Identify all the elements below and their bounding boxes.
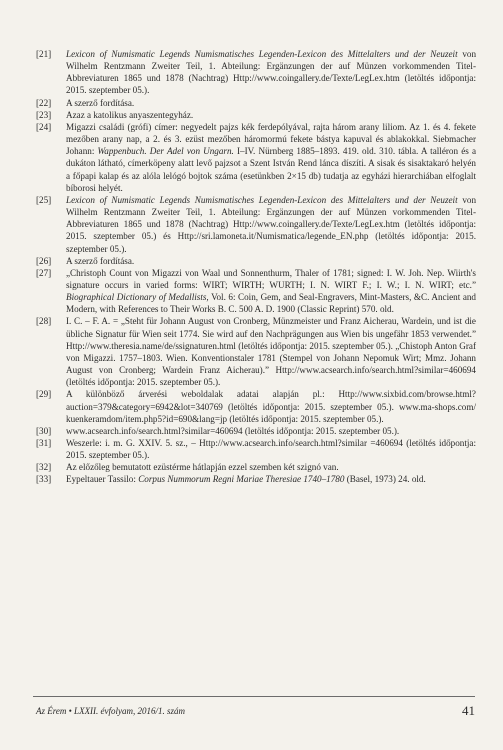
footnote-text xyxy=(66,461,476,473)
footnote-item xyxy=(36,388,476,424)
footnote-item xyxy=(36,437,476,461)
footnote-number: [31] xyxy=(36,438,52,448)
footnote-number: [23] xyxy=(36,109,52,120)
footnote-number: [28] xyxy=(36,316,52,327)
footnote-item xyxy=(36,97,476,109)
footnote-item xyxy=(36,267,476,316)
footnote-list xyxy=(36,48,476,486)
footnote-text-segment: Weszerle: i. m. G. XXIV. 5. sz., – Http://www.acsearch.info/search.html?similar =460694 (letöltés időpontja: 2015. szeptember 05.). xyxy=(66,438,476,461)
footnote-text-segment: (Basel, 1973) 24. old. xyxy=(344,474,426,485)
footnote-number: [25] xyxy=(36,194,52,205)
footnote-number: [22] xyxy=(36,97,52,108)
footnote-number: [33] xyxy=(36,474,52,485)
footnote-text xyxy=(66,48,476,97)
footnote-title: Lexicon of Numismatic Legends Numismatisches Legenden-Lexicon des Mittelalters und der Neuzeit xyxy=(66,194,458,205)
footnote-number: [30] xyxy=(36,425,52,436)
footnote-item xyxy=(36,109,476,121)
page-footer xyxy=(33,696,475,718)
footnote-text-segment: www.acsearch.info/search.html?similar=460694 (letöltés időpontja: 2015. szeptember 05.). xyxy=(66,425,400,436)
footnote-text xyxy=(66,97,476,109)
footnote-number: [27] xyxy=(36,267,52,278)
footnote-text xyxy=(66,194,476,255)
footnote-item xyxy=(36,121,476,194)
footnote-title: Corpus Nummorum Regni Mariae Theresiae 1740–1780 xyxy=(138,474,345,485)
footnote-text-segment: von Wilhelm Rentzmann Zweiter Teil, 1. Abteilung: Ergänzungen der auf Münzen vorkommenden Titel-Abbreviaturen 1865 und 1878 (Nachtrag) Http://www.coingallery.de/Texte/LegLex.htm (letöltés időpontja: 2015. szeptember 05.). xyxy=(66,49,477,96)
footnote-number: [32] xyxy=(36,462,52,473)
footnote-text-segment: I–IV. Nürnberg 1885–1893. 419. old. 310. tábla. A talléron és a dukáton látható, címerköpeny alatt levő pajzsot a Szent István Rend lánca díszíti. A sisak és sisaktakaró helyén a főpapi kalap és az alóla lelógó bojtok száma (esetünkben 2×15 db) tudatja az egyházi hierarchiában elfoglalt bíborosi helyét. xyxy=(66,146,476,193)
footnote-item xyxy=(36,255,476,267)
footnote-title: Biographical Dictionary of Medallists, xyxy=(66,292,209,303)
footnote-text xyxy=(66,121,476,194)
page-number: 41 xyxy=(462,703,475,718)
journal-info: Az Érem • LXXII. évfolyam, 2016/1. szám xyxy=(36,706,186,716)
footnote-text-segment: Eypeltauer Tassilo: xyxy=(66,474,139,485)
footnote-text xyxy=(66,267,476,316)
footnote-text xyxy=(66,388,476,424)
footnote-number: [26] xyxy=(36,255,52,266)
footnote-item xyxy=(36,473,476,485)
footnote-text xyxy=(66,473,476,485)
footnote-text-segment: von Wilhelm Rentzmann Zweiter Teil, 1. Abteilung: Ergänzungen der auf Münzen vorkommenden Titel-Abbreviaturen 1865 und 1878 (Nachtrag) Http://www.coingallery.de/Texte/LegLex.htm (letöltés időpontja: 2015. szeptember 05.) és Http://sri.lamoneta.it/Numismatica/legende_EN.php (letöltés időpontja: 2015. szeptember 05.). xyxy=(66,194,477,254)
footnote-title: Wappenbuch. Der Adel von Ungarn. xyxy=(97,146,234,157)
footnote-number: [29] xyxy=(36,389,52,400)
footnote-number: [24] xyxy=(36,121,52,132)
footnote-item xyxy=(36,461,476,473)
footnote-title: Lexicon of Numismatic Legends Numismatisches Legenden-Lexicon des Mittelalters und der Neuzeit xyxy=(66,49,458,59)
footnote-number: [21] xyxy=(36,49,52,59)
footnote-text xyxy=(66,437,476,461)
footnote-text-segment: I. C. – F. A. = „Steht für Johann August von Cronberg, Münzmeister und Franz Aicherau, Wardein, und ist die übliche Signatur für Wien seit 1774. Sie wird auf den Nachprägungen aus Wien bis ungefähr 1853 verwendet.” Http://www.theresia.name/de/ssignaturen.html (letöltés időpontja: 2015. szeptember 05.). „Chistoph Anton Graf von Migazzi. 1757–1803. Wien. Konventionstaler 1781 (Stempel von Johann Nepomuk Wirt; Mmz. Johann August von Cronberg; Wardein Franz Aicherau).” Http://www.acsearch.info/search.html?similar=460694 (letöltés időpontja: 2015. szeptember 05.). xyxy=(66,316,476,388)
footnote-text xyxy=(66,425,476,437)
footnote-item xyxy=(36,425,476,437)
footnote-text xyxy=(66,255,476,267)
footnote-text-segment: A szerző fordítása. xyxy=(66,255,135,266)
footnote-text-segment: Migazzi családi (grófi) címer: negyedelt pajzs kék ferdepólyával, rajta három arany liliom. Az 1. és 4. fekete mezőben arany nap, a 2. és 3. ezüst mezőben háromormú fekete bástya kapuval és ablakokkal. Siebmacher Johann: xyxy=(66,121,476,157)
footnote-text xyxy=(66,315,476,388)
footnote-text xyxy=(66,109,476,121)
footnote-text-segment: Az előzőleg bemutatott ezüstérme hátlapján ezzel szemben két szignó van. xyxy=(66,462,339,473)
footnote-text-segment: „Christoph Count von Migazzi von Waal und Sonnenthurm, Thaler of 1781; signed: I. W. Joh. Nep. Wiirth's signature occurs in varied forms: WIRT; WIRTH; WURTH; I. N. WIRT F.; I. W.; I. N. WIRT; etc.” xyxy=(66,267,476,290)
footnote-text-segment: A szerző fordítása. xyxy=(66,97,135,108)
footnote-text-segment: Vol. 6: Coin, Gem, and Seal-Engravers, Mint-Masters, &C. Ancient and Modern, with References to Their Works B. C. 500 A. D. 1900 (Classic Reprint) 570. old. xyxy=(66,292,476,315)
footnote-text-segment: Azaz a katolikus anyaszentegyház. xyxy=(66,109,194,120)
footnote-text-segment: A különböző árverési weboldalak adatai alapján pl.: Http://www.sixbid.com/browse.html?auction=379&category=6942&lot=340769 (letöltés időpontja: 2015. szeptember 05.). www.ma-shops.com/ kuenkeramdom/item.php5?id=690&lang=jp (letöltés időpontja: 2015. szeptember 05.). xyxy=(66,389,476,424)
footnote-item xyxy=(36,194,476,255)
footnote-item xyxy=(36,315,476,388)
footnote-item xyxy=(36,48,476,97)
